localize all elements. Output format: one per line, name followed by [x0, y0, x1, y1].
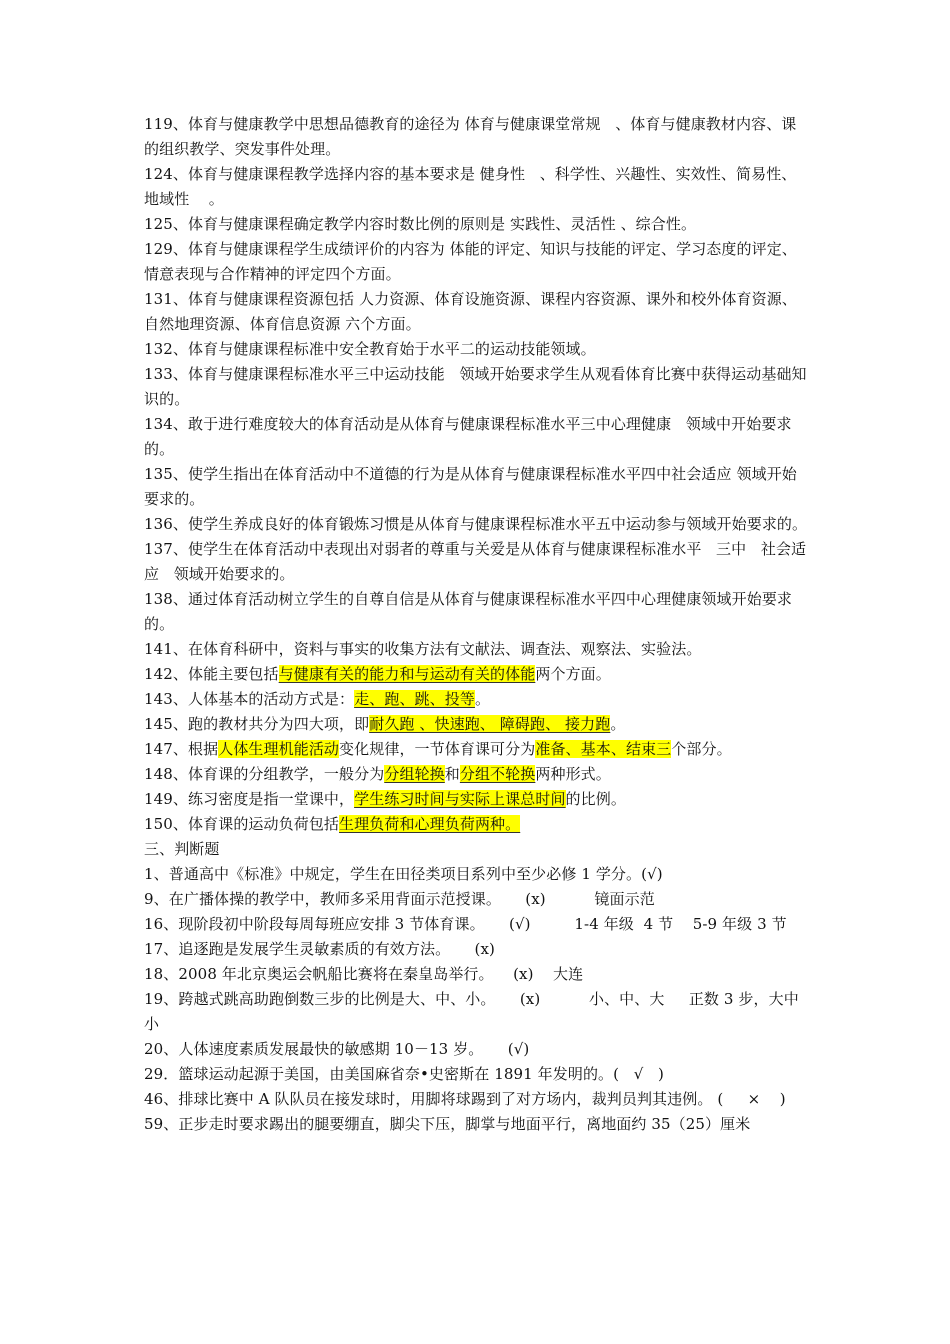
paragraph-j17 [144, 937, 808, 962]
highlighted-answer: 耐久跑 、快速跑、 障碍跑、 接力跑 [369, 715, 611, 733]
paragraph-j1 [144, 862, 808, 887]
text-segment: 141、在体育科研中，资料与事实的收集方法有文献法、调查法、观察法、实验法。 [144, 640, 702, 658]
paragraph-q147 [144, 737, 808, 762]
highlighted-answer: 学生练习时间与实际上课总时间 [354, 790, 566, 808]
text-segment: 143、人体基本的活动方式是： [144, 690, 355, 708]
text-segment: 16、现阶段初中阶段每周每班应安排 3 节体育课。 (√) 1-4 年级 4 节 5-9 年级 3 节 [144, 915, 787, 933]
paragraph-j16 [144, 912, 808, 937]
paragraph-q119 [144, 112, 808, 162]
paragraph-q137 [144, 537, 808, 587]
text-segment: 131、体育与健康课程资源包括 人力资源、体育设施资源、课程内容资源、课外和校外体育资源、自然地理资源、体育信息资源 六个方面。 [144, 290, 797, 333]
text-segment: 133、体育与健康课程标准水平三中运动技能 领域开始要求学生从观看体育比赛中获得运动基础知识的。 [144, 365, 807, 408]
paragraph-q148 [144, 762, 808, 787]
text-segment: 29．篮球运动起源于美国，由美国麻省奈•史密斯在 1891 年发明的。( √ ) [144, 1065, 664, 1083]
text-segment: 个部分。 [671, 740, 732, 758]
paragraph-q142 [144, 662, 808, 687]
text-segment: 148、体育课的分组教学，一般分为 [144, 765, 385, 783]
paragraph-j46 [144, 1087, 808, 1112]
text-segment: 124、体育与健康课程教学选择内容的基本要求是 健身性 、科学性、兴趣性、实效性、简易性、 地域性 。 [144, 165, 802, 208]
paragraph-q131 [144, 287, 808, 337]
text-segment: 。 [610, 715, 626, 733]
highlighted-answer: 走、跑、跳、投等 [354, 690, 475, 708]
paragraph-q134 [144, 412, 808, 462]
text-segment: 20、人体速度素质发展最快的敏感期 10－13 岁。 (√) [144, 1040, 530, 1058]
text-segment: 145、跑的教材共分为四大项，即 [144, 715, 370, 733]
paragraph-q149 [144, 787, 808, 812]
document-body [144, 112, 808, 1137]
highlighted-answer: 生理负荷和心理负荷两种。 [339, 815, 521, 833]
text-segment: 18、2008 年北京奥运会帆船比赛将在秦皇岛举行。 (x) 大连 [144, 965, 584, 983]
text-segment: 59、正步走时要求踢出的腿要绷直，脚尖下压，脚掌与地面平行，离地面约 35（25）厘米 [144, 1115, 751, 1133]
text-segment: 9、在广播体操的教学中，教师多采用背面示范授课。 (x) 镜面示范 [144, 890, 655, 908]
text-segment: 变化规律，一节体育课可分为 [339, 740, 536, 758]
text-segment: 149、练习密度是指一堂课中， [144, 790, 355, 808]
paragraph-q132 [144, 337, 808, 362]
text-segment: 17、追逐跑是发展学生灵敏素质的有效方法。 (x) [144, 940, 495, 958]
paragraph-j9 [144, 887, 808, 912]
text-segment: 135、使学生指出在体育活动中不道德的行为是从体育与健康课程标准水平四中社会适应 领域开始要求的。 [144, 465, 797, 508]
text-segment: 125、体育与健康课程确定教学内容时数比例的原则是 实践性、灵活性 、综合性。 [144, 215, 697, 233]
paragraph-j59 [144, 1112, 808, 1137]
paragraph-q138 [144, 587, 808, 637]
text-segment: 两个方面。 [535, 665, 611, 683]
paragraph-q150 [144, 812, 808, 837]
highlighted-answer: 分组轮换 [384, 765, 445, 783]
text-segment: 和 [444, 765, 460, 783]
highlighted-answer: 分组不轮换 [459, 765, 536, 783]
paragraph-q135 [144, 462, 808, 512]
text-segment: 150、体育课的运动负荷包括 [144, 815, 340, 833]
paragraph-q143 [144, 687, 808, 712]
text-segment: 的比例。 [565, 790, 626, 808]
text-segment: 三、判断题 [144, 840, 220, 858]
text-segment: 134、敢于进行难度较大的体育活动是从体育与健康课程标准水平三中心理健康 领域中开始要求的。 [144, 415, 792, 458]
text-segment: 138、通过体育活动树立学生的自尊自信是从体育与健康课程标准水平四中心理健康领域开始要求的。 [144, 590, 793, 633]
text-segment: 136、使学生养成良好的体育锻炼习惯是从体育与健康课程标准水平五中运动参与领域开始要求的。 [144, 515, 808, 533]
highlighted-answer: 准备、基本、结束三 [535, 740, 672, 758]
text-segment: 两种形式。 [535, 765, 611, 783]
paragraph-q141 [144, 637, 808, 662]
text-segment: 19、跨越式跳高助跑倒数三步的比例是大、中、小。 (x) 小、中、大 正数 3 步，大中小 [144, 990, 799, 1033]
paragraph-j18 [144, 962, 808, 987]
paragraph-j20 [144, 1037, 808, 1062]
highlighted-answer: 与健康有关的能力和与运动有关的体能 [278, 665, 536, 683]
paragraph-j19 [144, 987, 808, 1037]
paragraph-q133 [144, 362, 808, 412]
text-segment: 。 [474, 690, 491, 708]
paragraph-section3 [144, 837, 808, 862]
text-segment: 46、排球比赛中 A 队队员在接发球时，用脚将球踢到了对方场内，裁判员判其违例。 ( × ) [144, 1090, 786, 1108]
text-segment: 142、体能主要包括 [144, 665, 279, 683]
text-segment: 1、普通高中《标准》中规定，学生在田径类项目系列中至少必修 1 学分。(√) [144, 865, 663, 883]
highlighted-answer: 人体生理机能活动 [218, 740, 340, 758]
paragraph-q129 [144, 237, 808, 287]
paragraph-q136 [144, 512, 808, 537]
text-segment: 119、体育与健康教学中思想品德教育的途径为 体育与健康课堂常规 、体育与健康教材内容、课的组织教学、突发事件处理。 [144, 115, 797, 158]
text-segment: 147、根据 [144, 740, 219, 758]
paragraph-j29 [144, 1062, 808, 1087]
text-segment: 137、使学生在体育活动中表现出对弱者的尊重与关爱是从体育与健康课程标准水平 三中 社会适应 领域开始要求的。 [144, 540, 807, 583]
text-segment: 132、体育与健康课程标准中安全教育始于水平二的运动技能领域。 [144, 340, 596, 358]
paragraph-q145 [144, 712, 808, 737]
paragraph-q125 [144, 212, 808, 237]
text-segment: 129、体育与健康课程学生成绩评价的内容为 体能的评定、知识与技能的评定、学习态度的评定、情意表现与合作精神的评定四个方面。 [144, 240, 797, 283]
paragraph-q124 [144, 162, 808, 212]
